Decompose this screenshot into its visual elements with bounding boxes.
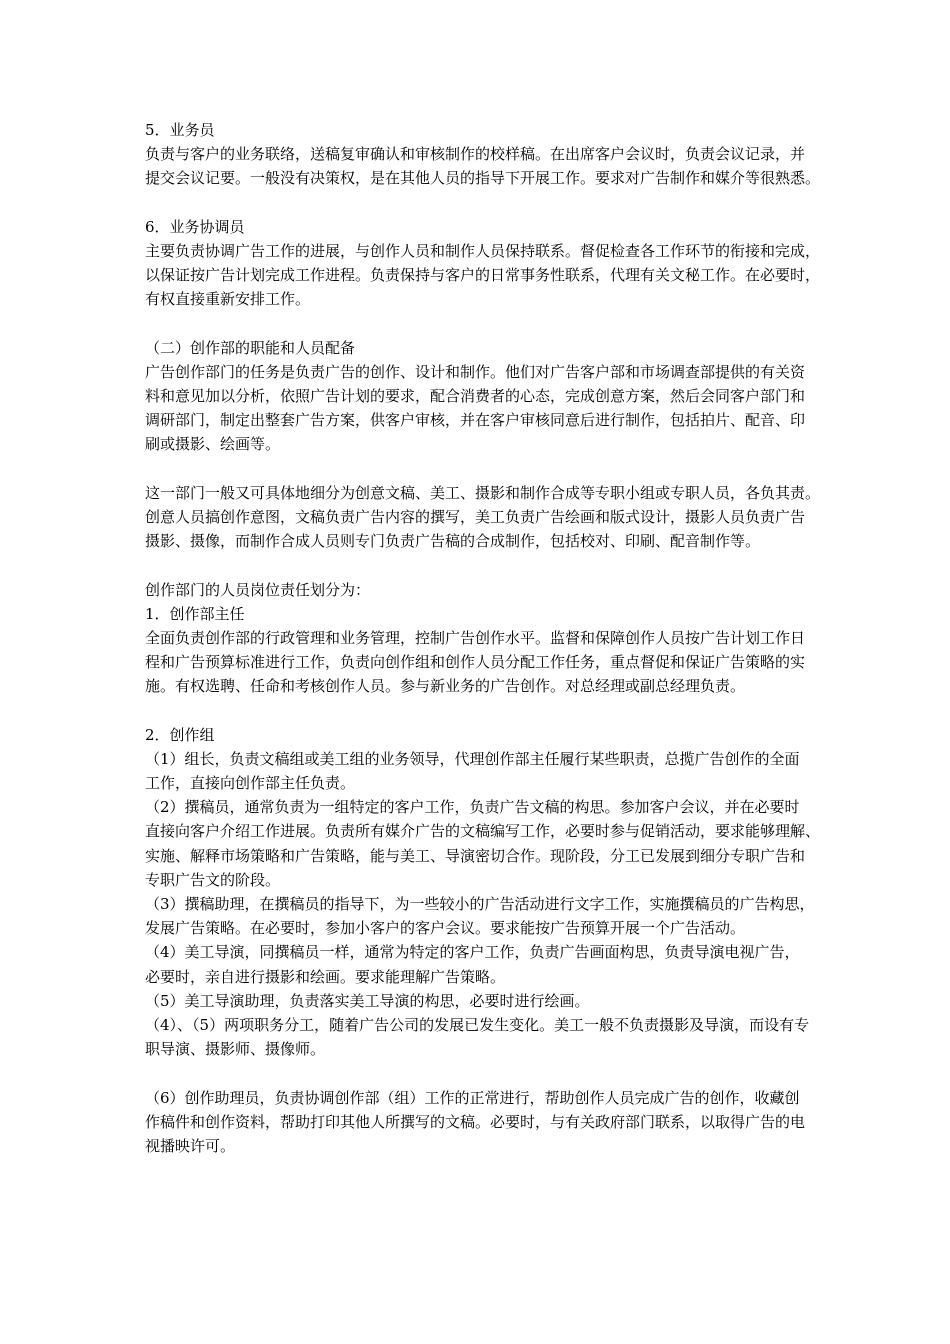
paragraph-line: 创作部门的人员岗位责任划分为： bbox=[145, 580, 371, 599]
paragraph-line: （4）、（5）两项职务分工，随着广告公司的发展已发生变化。美工一般不负责摄影及导演，而设有专 bbox=[145, 1015, 810, 1034]
paragraph-line: （2）撰稿员，通常负责为一组特定的客户工作，负责广告文稿的构思。参加客户会议，并在必要时 bbox=[145, 798, 800, 817]
paragraph-line: 有权直接重新安排工作。 bbox=[145, 290, 311, 309]
paragraph-line: 摄影、摄像，而制作合成人员则专门负责广告稿的合成制作，包括校对、印刷、配音制作等。 bbox=[145, 532, 761, 551]
paragraph-line: 程和广告预算标准进行工作，负责向创作组和创作人员分配工作任务，重点督促和保证广告策略的实 bbox=[145, 653, 806, 672]
paragraph-line: 直接向客户介绍工作进展。负责所有媒介广告的文稿编写工作，必要时参与促销活动，要求能够理解、 bbox=[145, 822, 821, 841]
paragraph-line: 创意人员搞创作意图，文稿负责广告内容的撰写，美工负责广告绘画和版式设计，摄影人员负责广告 bbox=[145, 508, 806, 526]
blank-line bbox=[145, 553, 875, 577]
blank-line bbox=[145, 191, 875, 215]
document-page bbox=[145, 118, 875, 1158]
section-heading-creative-dept: （二）创作部的职能和人员配备 bbox=[145, 338, 356, 357]
paragraph-line: 以保证按广告计划完成工作进程。负责保持与客户的日常事务性联系，代理有关文秘工作。在必要时， bbox=[145, 266, 821, 285]
paragraph-line: 工作，直接向创作部主任负责。 bbox=[145, 774, 356, 793]
paragraph-line: （6）创作助理员，负责协调创作部（组）工作的正常进行，帮助创作人员完成广告的创作，收藏创 bbox=[145, 1088, 800, 1107]
paragraph-line: 负责与客户的业务联络，送稿复审确认和审核制作的校样稿。在出席客户会议时，负责会议记录，并 bbox=[145, 145, 806, 164]
paragraph-line: （5）美工导演助理，负责落实美工导演的构思，必要时进行绘画。 bbox=[145, 991, 590, 1010]
paragraph-line: 发展广告策略。在必要时，参加小客户的客户会议。要求能按广告预算开展一个广告活动。 bbox=[145, 919, 746, 938]
paragraph-line: 必要时，亲自进行摄影和绘画。要求能理解广告策略。 bbox=[145, 967, 506, 986]
heading-business-coordinator: 6．业务协调员 bbox=[145, 217, 245, 236]
heading-creative-group: 2．创作组 bbox=[145, 725, 215, 744]
paragraph-line: 全面负责创作部的行政管理和业务管理，控制广告创作水平。监督和保障创作人员按广告计划工作日 bbox=[145, 628, 806, 647]
paragraph-line: （1）组长，负责文稿组或美工组的业务领导，代理创作部主任履行某些职责，总揽广告创作的全面 bbox=[145, 749, 800, 768]
heading-salesperson: 5．业务员 bbox=[145, 121, 215, 139]
blank-line bbox=[145, 1061, 875, 1085]
paragraph-line: 提交会议记要。一般没有决策权，是在其他人员的指导下开展工作。要求对广告制作和媒介等很熟悉。 bbox=[145, 169, 821, 188]
blank-line bbox=[145, 699, 875, 723]
blank-line bbox=[145, 457, 875, 481]
paragraph-line: 料和意见加以分析，依照广告计划的要求，配合消费者的心态，完成创意方案，然后会同客户部门和 bbox=[145, 387, 806, 406]
paragraph-line: 作稿件和创作资料，帮助打印其他人所撰写的文稿。必要时，与有关政府部门联系，以取得广告的电 bbox=[145, 1112, 806, 1131]
paragraph-line: （3）撰稿助理，在撰稿员的指导下，为一些较小的广告活动进行文字工作，实施撰稿员的广告构思， bbox=[145, 895, 815, 913]
paragraph-line: 广告创作部门的任务是负责广告的创作、设计和制作。他们对广告客户部和市场调查部提供的有关资 bbox=[145, 362, 806, 381]
paragraph-line: 调研部门，制定出整套广告方案，供客户审核，并在客户审核同意后进行制作，包括拍片、配音、印 bbox=[145, 411, 806, 430]
blank-line bbox=[145, 312, 875, 336]
heading-creative-director: 1．创作部主任 bbox=[145, 604, 245, 623]
paragraph-line: 专职广告文的阶段。 bbox=[145, 870, 281, 889]
paragraph-line: 职导演、摄影师、摄像师。 bbox=[145, 1040, 326, 1059]
paragraph-line: （4）美工导演，同撰稿员一样，通常为特定的客户工作，负责广告画面构思，负责导演电视广告， bbox=[145, 943, 800, 962]
paragraph-line: 这一部门一般又可具体地细分为创意文稿、美工、摄影和制作合成等专职小组或专职人员，各负其责。 bbox=[145, 483, 821, 502]
paragraph-line: 实施、解释市场策略和广告策略，能与美工、导演密切合作。现阶段，分工已发展到细分专职广告和 bbox=[145, 846, 806, 865]
paragraph-line: 施。有权选聘、任命和考核创作人员。参与新业务的广告创作。对总经理或副总经理负责。 bbox=[145, 677, 746, 696]
paragraph-line: 刷或摄影、绘画等。 bbox=[145, 435, 281, 454]
paragraph-line: 视播映许可。 bbox=[145, 1136, 236, 1155]
paragraph-line: 主要负责协调广告工作的进展，与创作人员和制作人员保持联系。督促检查各工作环节的衔接和完成， bbox=[145, 241, 821, 260]
